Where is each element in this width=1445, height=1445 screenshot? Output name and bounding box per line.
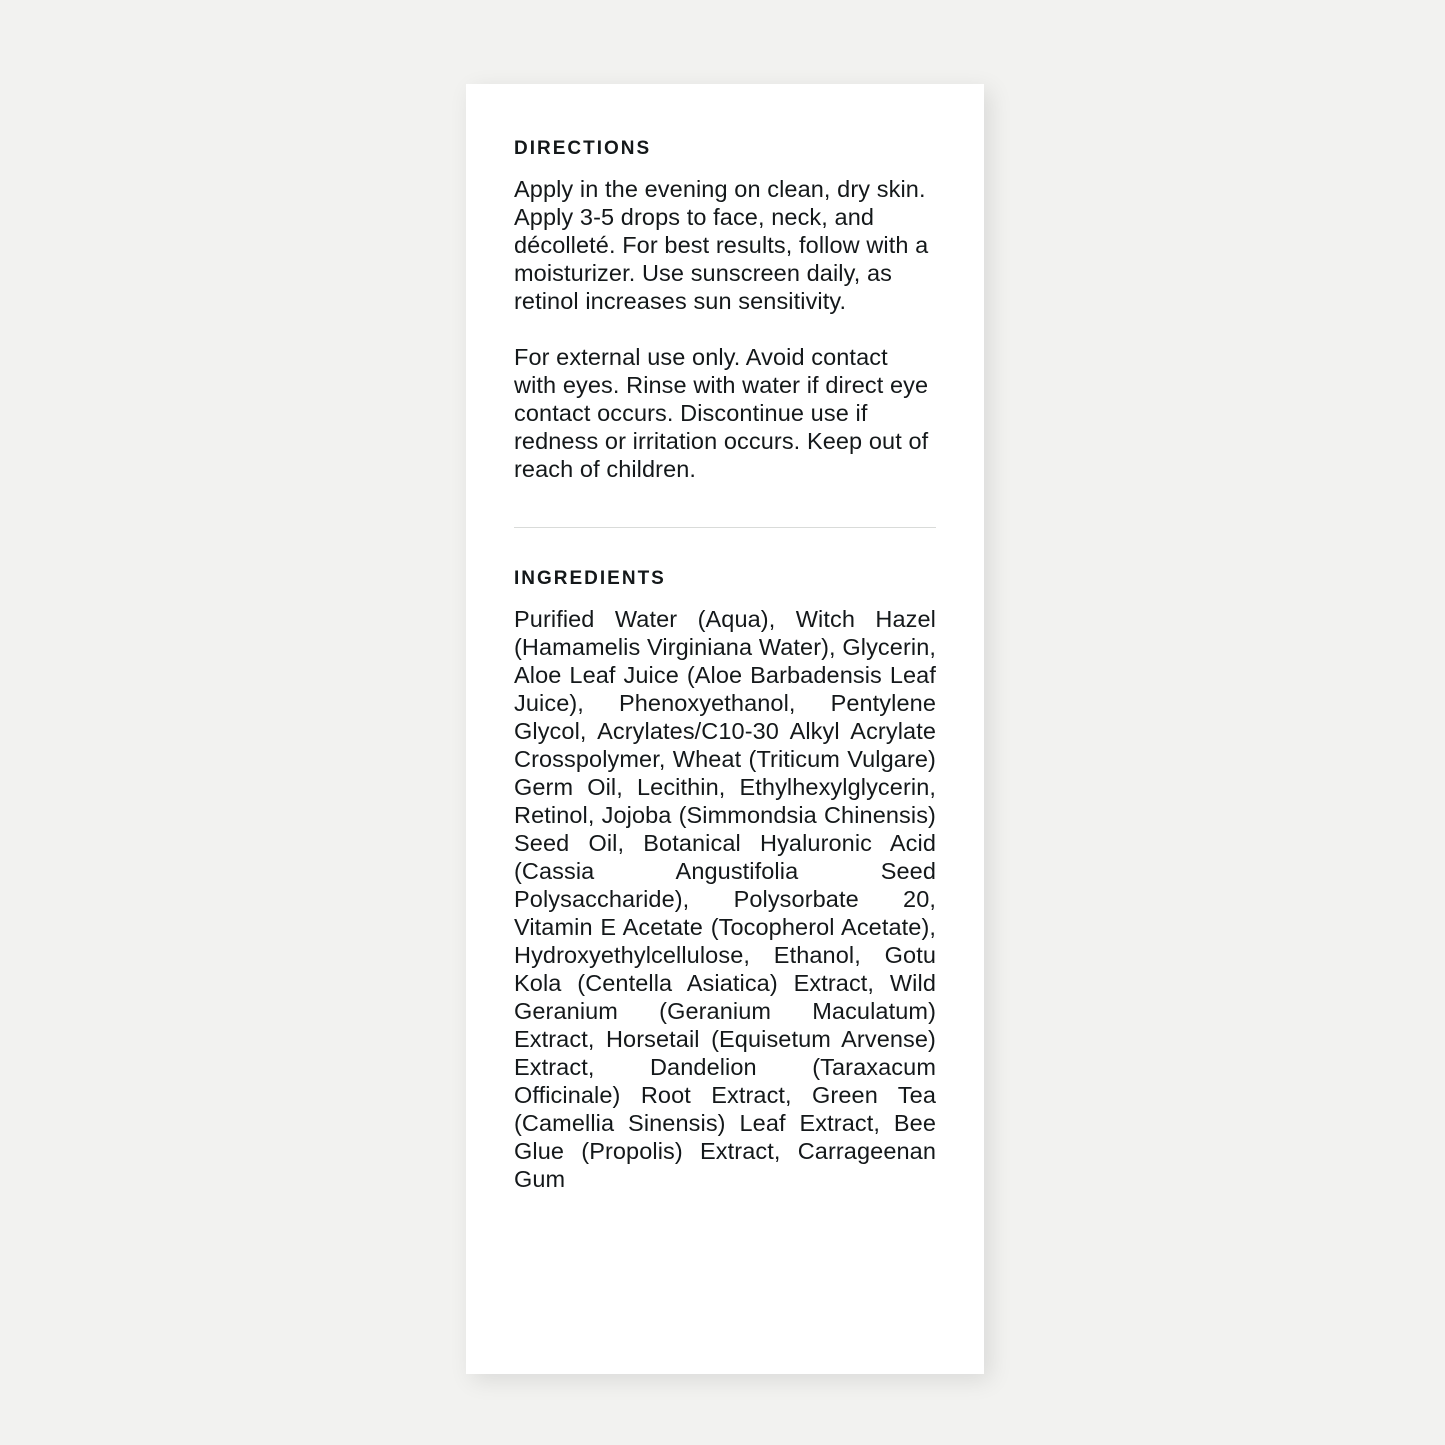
section-divider — [514, 527, 936, 528]
directions-heading: DIRECTIONS — [514, 138, 652, 159]
directions-section — [514, 138, 936, 483]
ingredients-heading: INGREDIENTS — [514, 567, 666, 589]
ingredients-list: Purified Water (Aqua), Witch Hazel (Hamamelis Virginiana Water), Glycerin, Aloe Leaf Juice (Aloe Barbadensis Leaf Juice), Phenoxyethanol, Pentylene Glycol, Acrylates/C10-30 Alkyl Acrylate Crosspolymer, Wheat (Triticum Vulgare) Germ Oil, Lecithin, Ethylhexylglycerin, Retinol, Jojoba (Simmondsia Chinensis) Seed Oil, Botanical Hyaluronic Acid (Cassia Angustifolia Seed Polysaccharide), Polysorbate 20, Vitamin E Acetate (Tocopherol Acetate), Hydroxyethylcellulose, Ethanol, Gotu Kola (Centella Asiatica) Extract, Wild Geranium (Geranium Maculatum) Extract, Horsetail (Equisetum Arvense) Extract, Dandelion (Taraxacum Officinale) Root Extract, Green Tea (Camellia Sinensis) Leaf Extract, Bee Glue (Propolis) Extract, Carrageenan Gum — [514, 605, 936, 1192]
product-label-panel — [466, 84, 984, 1374]
directions-paragraph-1: Apply in the evening on clean, dry skin. Apply 3-5 drops to face, neck, and décolleté. For best results, follow with a moisturizer. Use sunscreen daily, as retinol increases sun sensitivity. — [514, 175, 929, 314]
directions-paragraph-2: For external use only. Avoid contact with eyes. Rinse with water if direct eye contact occurs. Discontinue use if redness or irritation occurs. Keep out of reach of children. — [514, 343, 929, 482]
ingredients-section — [514, 568, 936, 1193]
paragraph-spacer — [514, 315, 936, 343]
